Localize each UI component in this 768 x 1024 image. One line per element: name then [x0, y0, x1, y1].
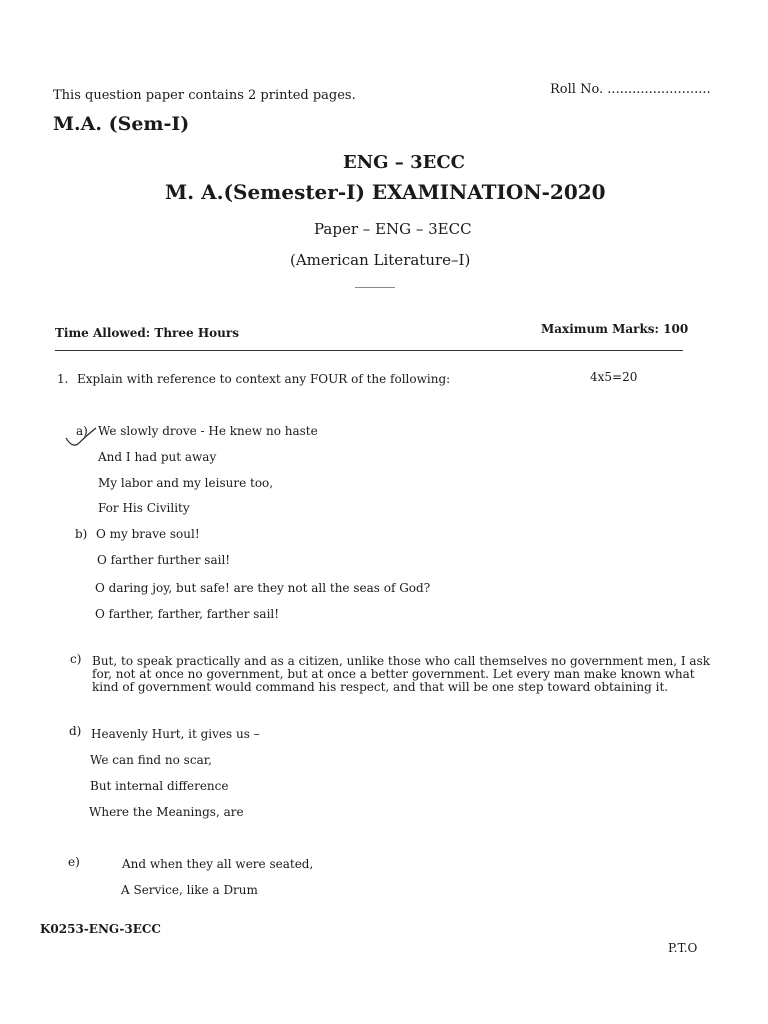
question-text: Explain with reference to context any FOUR of the following:: [77, 372, 451, 386]
item-line: A Service, like a Drum: [121, 883, 258, 897]
item-line: My labor and my leisure too,: [98, 476, 274, 490]
footer-paper-code: K0253-ENG-3ECC: [40, 922, 161, 936]
max-marks: Maximum Marks: 100: [541, 322, 689, 336]
subject-line: (American Literature–I): [290, 251, 471, 269]
exam-title: M. A.(Semester-I) EXAMINATION-2020: [165, 180, 606, 204]
item-line: O farther, farther, farther sail!: [95, 607, 280, 621]
roll-number: Roll No. .........................: [550, 82, 711, 97]
header-rule: [55, 350, 683, 351]
item-line: Heavenly Hurt, it gives us –: [91, 727, 260, 741]
handwritten-tick-mark: [64, 426, 98, 452]
item-line: O daring joy, but safe! are they not all the seas of God?: [95, 581, 431, 595]
item-line: O my brave soul!: [96, 527, 200, 541]
item-line: We slowly drove - He knew no haste: [98, 424, 318, 438]
page-turn-over: P.T.O: [668, 941, 698, 955]
printed-pages-note: This question paper contains 2 printed pages.: [53, 88, 356, 103]
paper-line: Paper – ENG – 3ECC: [314, 220, 472, 238]
item-line: O farther further sail!: [97, 553, 231, 567]
item-line: We can find no scar,: [90, 753, 212, 767]
item-label: d): [69, 724, 82, 738]
item-line: Where the Meanings, are: [89, 805, 244, 819]
item-line: But internal difference: [90, 779, 229, 793]
item-paragraph: But, to speak practically and as a citizen, unlike those who call themselves no government men, I ask for, not at once no government, but at once a better government. Let every man make known what kind of government would command his respect, and that will be one step toward obtaining it.: [92, 654, 711, 694]
item-line: And I had put away: [98, 450, 217, 464]
item-label: c): [70, 652, 82, 666]
item-label: a): [76, 424, 88, 438]
item-line: And when they all were seated,: [122, 857, 314, 871]
title-divider: [355, 287, 395, 288]
question-number: 1.: [57, 372, 69, 386]
question-marks: 4x5=20: [590, 370, 638, 384]
time-allowed: Time Allowed: Three Hours: [55, 326, 239, 340]
item-label: b): [75, 527, 88, 541]
item-label: e): [68, 855, 80, 869]
paper-code-heading: ENG – 3ECC: [343, 152, 465, 173]
item-line: For His Civility: [98, 501, 190, 515]
course-short: M.A. (Sem-I): [53, 113, 190, 135]
